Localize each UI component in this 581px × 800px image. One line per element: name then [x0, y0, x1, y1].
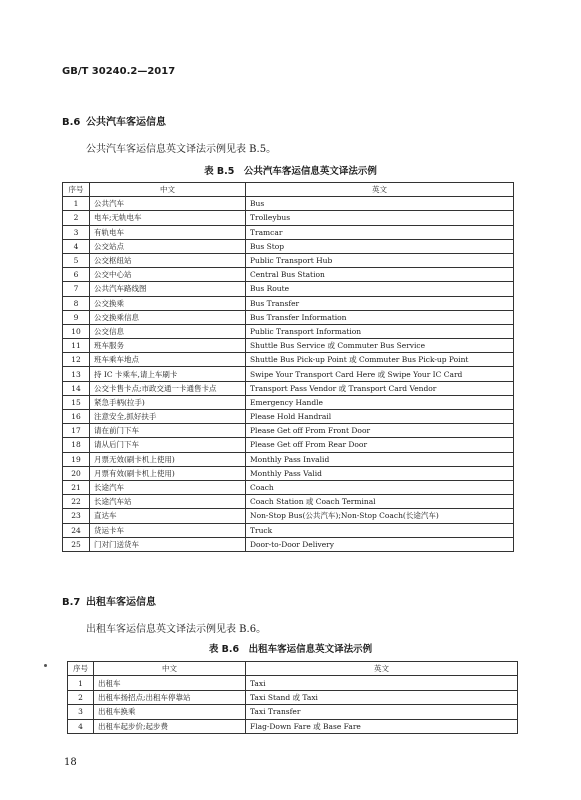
- cell-index: 1: [68, 676, 94, 690]
- cell-english: Coach: [246, 480, 514, 494]
- column-header: 中文: [94, 662, 246, 676]
- cell-english: Emergency Handle: [246, 395, 514, 409]
- cell-english: Please Get off From Front Door: [246, 424, 514, 438]
- cell-english: Swipe Your Transport Card Here 或 Swipe Your IC Card: [246, 367, 514, 381]
- cell-english: Shuttle Bus Service 或 Commuter Bus Service: [246, 339, 514, 353]
- section-number: B.6: [62, 117, 81, 128]
- column-header: 序号: [68, 662, 94, 676]
- table-row: [63, 353, 514, 367]
- cell-english: Monthly Pass Invalid: [246, 452, 514, 466]
- cell-chinese: 注意安全,抓好扶手: [90, 410, 246, 424]
- cell-index: 15: [63, 395, 90, 409]
- cell-chinese: 公交信息: [90, 324, 246, 338]
- cell-english: Taxi Transfer: [246, 705, 518, 719]
- cell-chinese: 电车;无轨电车: [90, 211, 246, 225]
- cell-index: 4: [68, 719, 94, 733]
- table-row: [63, 495, 514, 509]
- table-row: [63, 239, 514, 253]
- table-b5: [62, 182, 514, 552]
- section-number: B.7: [62, 597, 81, 608]
- cell-english: Central Bus Station: [246, 268, 514, 282]
- cell-chinese: 有轨电车: [90, 225, 246, 239]
- cell-index: 2: [68, 690, 94, 704]
- cell-chinese: 请在前门下车: [90, 424, 246, 438]
- table-row: [68, 719, 518, 733]
- cell-chinese: 公交卡售卡点;市政交通一卡通售卡点: [90, 381, 246, 395]
- section-intro-b7: 出租车客运信息英文译法示例见表 B.6。: [86, 624, 267, 635]
- cell-index: 8: [63, 296, 90, 310]
- table-row: [63, 296, 514, 310]
- cell-chinese: 持 IC 卡乘车,请上车刷卡: [90, 367, 246, 381]
- cell-chinese: 直达车: [90, 509, 246, 523]
- cell-english: Bus Route: [246, 282, 514, 296]
- cell-chinese: 长途汽车站: [90, 495, 246, 509]
- table-row: [63, 310, 514, 324]
- cell-english: Shuttle Bus Pick-up Point 或 Commuter Bus Pick-up Point: [246, 353, 514, 367]
- table-row: [63, 452, 514, 466]
- table-row: [63, 253, 514, 267]
- table-b6: [67, 661, 518, 734]
- table-caption-b5: 表 B.5 公共汽车客运信息英文译法示例: [204, 166, 377, 177]
- table-row: [63, 410, 514, 424]
- cell-english: Flag-Down Fare 或 Base Fare: [246, 719, 518, 733]
- cell-index: 17: [63, 424, 90, 438]
- cell-chinese: 月票有效(刷卡机上使用): [90, 466, 246, 480]
- page-number: 18: [64, 757, 77, 768]
- cell-chinese: 班车乘车地点: [90, 353, 246, 367]
- cell-index: 10: [63, 324, 90, 338]
- cell-english: Taxi Stand 或 Taxi: [246, 690, 518, 704]
- table-row: [63, 466, 514, 480]
- cell-chinese: 紧急手柄(拉手): [90, 395, 246, 409]
- cell-index: 16: [63, 410, 90, 424]
- column-header: 序号: [63, 183, 90, 197]
- cell-index: 21: [63, 480, 90, 494]
- cell-english: Bus Transfer: [246, 296, 514, 310]
- cell-chinese: 出租车: [94, 676, 246, 690]
- cell-chinese: 公交换乘信息: [90, 310, 246, 324]
- cell-english: Taxi: [246, 676, 518, 690]
- cell-index: 11: [63, 339, 90, 353]
- table-row: [63, 480, 514, 494]
- cell-english: Truck: [246, 523, 514, 537]
- table-row: [63, 523, 514, 537]
- table-row: [63, 438, 514, 452]
- cell-index: 14: [63, 381, 90, 395]
- cell-chinese: 公共汽车: [90, 197, 246, 211]
- table-row: [63, 324, 514, 338]
- cell-chinese: 请从后门下车: [90, 438, 246, 452]
- cell-chinese: 公交站点: [90, 239, 246, 253]
- table-row: [63, 537, 514, 551]
- table-row: [63, 339, 514, 353]
- cell-index: 24: [63, 523, 90, 537]
- cell-english: Bus Stop: [246, 239, 514, 253]
- section-title: 公共汽车客运信息: [86, 117, 166, 128]
- cell-index: 13: [63, 367, 90, 381]
- cell-index: 9: [63, 310, 90, 324]
- cell-index: 7: [63, 282, 90, 296]
- cell-chinese: 公交中心站: [90, 268, 246, 282]
- cell-chinese: 公共汽车路线图: [90, 282, 246, 296]
- column-header: 英文: [246, 662, 518, 676]
- cell-english: Please Get off From Rear Door: [246, 438, 514, 452]
- cell-chinese: 出租车起步价;起步费: [94, 719, 246, 733]
- cell-english: Bus: [246, 197, 514, 211]
- table-row: [63, 282, 514, 296]
- table-row: [68, 705, 518, 719]
- cell-index: 1: [63, 197, 90, 211]
- cell-chinese: 月票无效(刷卡机上使用): [90, 452, 246, 466]
- cell-english: Trolleybus: [246, 211, 514, 225]
- table-row: [68, 676, 518, 690]
- cell-english: Door-to-Door Delivery: [246, 537, 514, 551]
- cell-index: 22: [63, 495, 90, 509]
- cell-english: Public Transport Hub: [246, 253, 514, 267]
- table-caption-b6: 表 B.6 出租车客运信息英文译法示例: [208, 644, 373, 655]
- cell-index: 19: [63, 452, 90, 466]
- cell-english: Non-Stop Bus(公共汽车);Non-Stop Coach(长途汽车): [246, 509, 514, 523]
- table-row: [63, 424, 514, 438]
- cell-english: Monthly Pass Valid: [246, 466, 514, 480]
- standard-number: GB/T 30240.2—2017: [62, 66, 176, 77]
- cell-english: Bus Transfer Information: [246, 310, 514, 324]
- section-title: 出租车客运信息: [86, 597, 156, 608]
- cell-index: 25: [63, 537, 90, 551]
- table-row: [68, 690, 518, 704]
- cell-index: 2: [63, 211, 90, 225]
- cell-chinese: 出租车扬招点;出租车停靠站: [94, 690, 246, 704]
- cell-chinese: 公交枢纽站: [90, 253, 246, 267]
- cell-index: 23: [63, 509, 90, 523]
- scan-speck: [44, 664, 47, 667]
- column-header: 英文: [246, 183, 514, 197]
- cell-index: 5: [63, 253, 90, 267]
- cell-english: Transport Pass Vendor 或 Transport Card Vendor: [246, 381, 514, 395]
- section-intro-b6: 公共汽车客运信息英文译法示例见表 B.5。: [86, 144, 277, 155]
- section-heading-b6: [62, 113, 166, 128]
- cell-chinese: 货运卡车: [90, 523, 246, 537]
- cell-english: Please Hold Handrail: [246, 410, 514, 424]
- table-row: [63, 381, 514, 395]
- cell-chinese: 门对门送货车: [90, 537, 246, 551]
- cell-index: 20: [63, 466, 90, 480]
- cell-index: 18: [63, 438, 90, 452]
- column-header: 中文: [90, 183, 246, 197]
- table-row: [63, 197, 514, 211]
- table-row: [63, 211, 514, 225]
- cell-chinese: 公交换乘: [90, 296, 246, 310]
- cell-chinese: 出租车换乘: [94, 705, 246, 719]
- cell-index: 3: [63, 225, 90, 239]
- cell-english: Coach Station 或 Coach Terminal: [246, 495, 514, 509]
- section-heading-b7: [62, 593, 156, 608]
- cell-chinese: 班车服务: [90, 339, 246, 353]
- cell-index: 4: [63, 239, 90, 253]
- table-row: [63, 268, 514, 282]
- cell-index: 12: [63, 353, 90, 367]
- table-row: [63, 509, 514, 523]
- cell-english: Public Transport Information: [246, 324, 514, 338]
- cell-chinese: 长途汽车: [90, 480, 246, 494]
- table-row: [63, 367, 514, 381]
- table-row: [63, 225, 514, 239]
- cell-index: 3: [68, 705, 94, 719]
- cell-index: 6: [63, 268, 90, 282]
- table-row: [63, 395, 514, 409]
- cell-english: Tramcar: [246, 225, 514, 239]
